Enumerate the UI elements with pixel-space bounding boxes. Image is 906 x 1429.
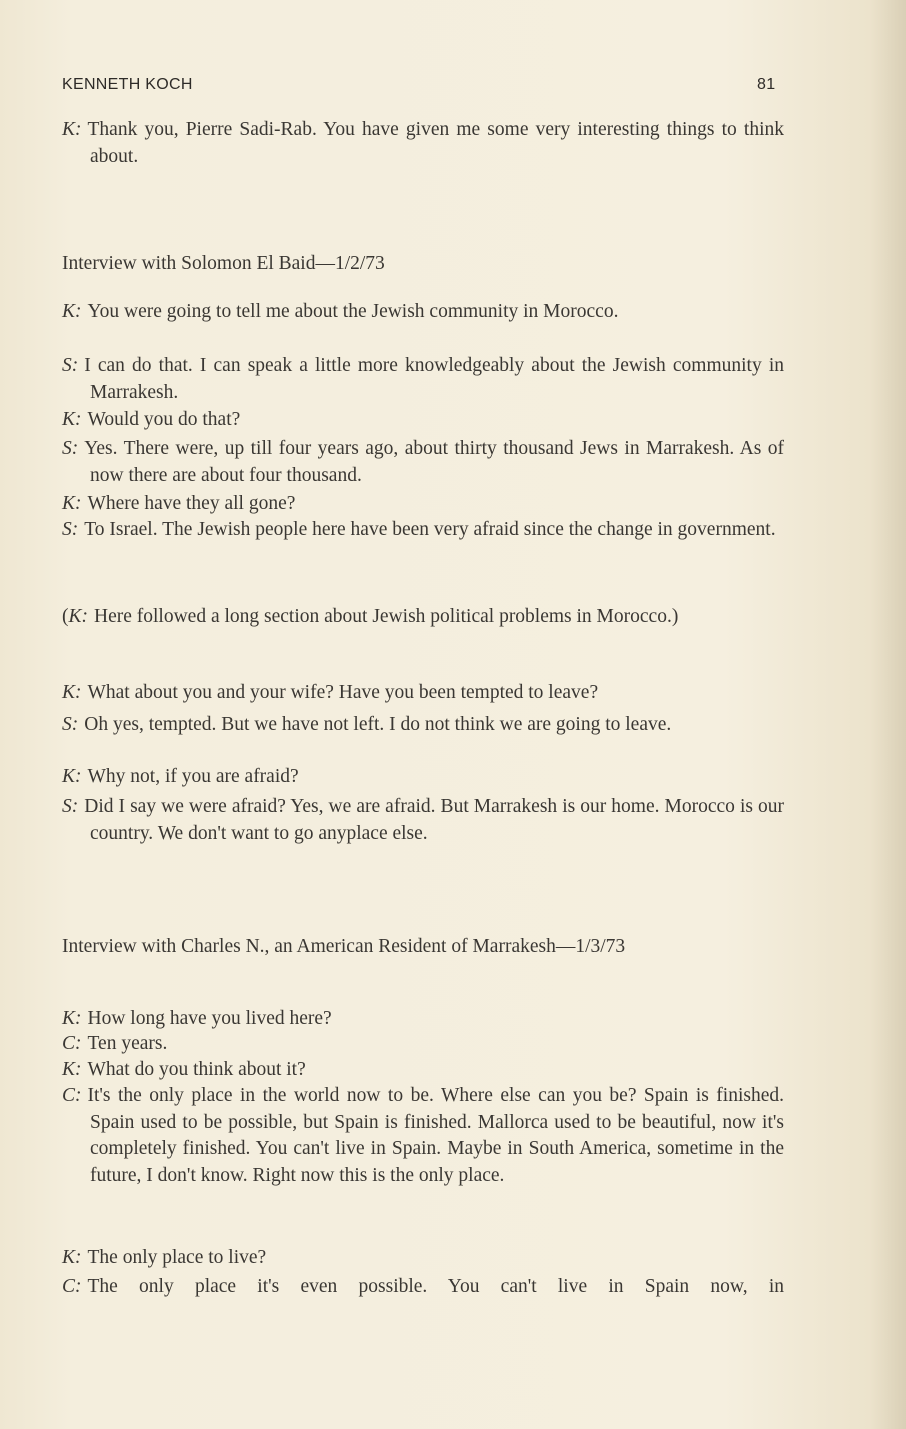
line-text: What do you think about it?	[87, 1059, 306, 1080]
line-text: The only place to live?	[87, 1247, 267, 1268]
line-text: Thank you, Pierre Sadi-Rab. You have given me some very interesting things to think about.	[87, 119, 784, 167]
editorial-note	[62, 604, 784, 631]
dialogue-line	[62, 436, 784, 489]
speaker: C:	[62, 1033, 82, 1054]
page-number: 81	[757, 76, 776, 93]
dialogue-line	[62, 407, 784, 434]
dialogue-line	[62, 794, 784, 847]
speaker: K:	[68, 606, 88, 627]
dialogue-line	[62, 1031, 784, 1058]
paren: (	[62, 606, 69, 627]
line-text: Did I say we were afraid? Yes, we are afraid. But Marrakesh is our home. Morocco is our country. We don't want to go anyplace else.	[84, 796, 784, 844]
line-text: What about you and your wife? Have you been tempted to leave?	[87, 682, 599, 703]
speaker: K:	[62, 766, 82, 787]
dialogue-line	[62, 517, 784, 544]
dialogue-line	[62, 353, 784, 406]
interview-heading: Interview with Solomon El Baid—1/2/73	[62, 253, 385, 274]
running-title: KENNETH KOCH	[62, 76, 193, 93]
speaker: C:	[62, 1276, 82, 1297]
speaker: K:	[62, 1059, 82, 1080]
line-text: Would you do that?	[87, 409, 241, 430]
line-text: You were going to tell me about the Jewish community in Morocco.	[87, 301, 619, 322]
dialogue-line	[62, 1245, 784, 1272]
dialogue-line	[62, 764, 784, 791]
dialogue-line	[62, 117, 784, 170]
dialogue-line	[62, 1006, 784, 1033]
speaker: C:	[62, 1085, 82, 1106]
line-text: The only place it's even possible. You can't live in Spain now, in	[87, 1276, 784, 1297]
speaker: K:	[62, 493, 82, 514]
speaker: S:	[62, 519, 79, 540]
speaker: K:	[62, 1008, 82, 1029]
line-text: To Israel. The Jewish people here have been very afraid since the change in government.	[84, 519, 776, 540]
line-text: Where have they all gone?	[87, 493, 296, 514]
speaker: S:	[62, 438, 79, 459]
line-text: It's the only place in the world now to be. Where else can you be? Spain is finished. Spain used to be possible, but Spain is finished. Mallorca used to be beautiful, now it's completely finished. You can't live in Spain. Maybe in South America, sometime in the future, I don't know. Right now this is the only place.	[87, 1085, 784, 1186]
dialogue-line	[62, 299, 784, 326]
speaker: S:	[62, 796, 79, 817]
note-text: Here followed a long section about Jewish political problems in Morocco.)	[94, 606, 679, 627]
speaker: K:	[62, 301, 82, 322]
speaker: K:	[62, 682, 82, 703]
line-text: Why not, if you are afraid?	[87, 766, 299, 787]
speaker: S:	[62, 714, 79, 735]
line-text: How long have you lived here?	[87, 1008, 332, 1029]
dialogue-line	[62, 1274, 784, 1301]
speaker: S:	[62, 355, 79, 376]
line-text: Oh yes, tempted. But we have not left. I do not think we are going to leave.	[84, 714, 672, 735]
line-text: Ten years.	[87, 1033, 168, 1054]
line-text: I can do that. I can speak a little more knowledgeably about the Jewish community in Marrakesh.	[84, 355, 784, 403]
dialogue-line	[62, 1083, 784, 1189]
dialogue-line	[62, 712, 784, 739]
speaker: K:	[62, 1247, 82, 1268]
interview-heading: Interview with Charles N., an American Resident of Marrakesh—1/3/73	[62, 936, 626, 957]
speaker: K:	[62, 119, 82, 140]
speaker: K:	[62, 409, 82, 430]
line-text: Yes. There were, up till four years ago, about thirty thousand Jews in Marrakesh. As of now there are about four thousand.	[84, 438, 784, 486]
dialogue-line	[62, 1057, 784, 1084]
dialogue-line	[62, 680, 784, 707]
dialogue-line	[62, 491, 784, 518]
